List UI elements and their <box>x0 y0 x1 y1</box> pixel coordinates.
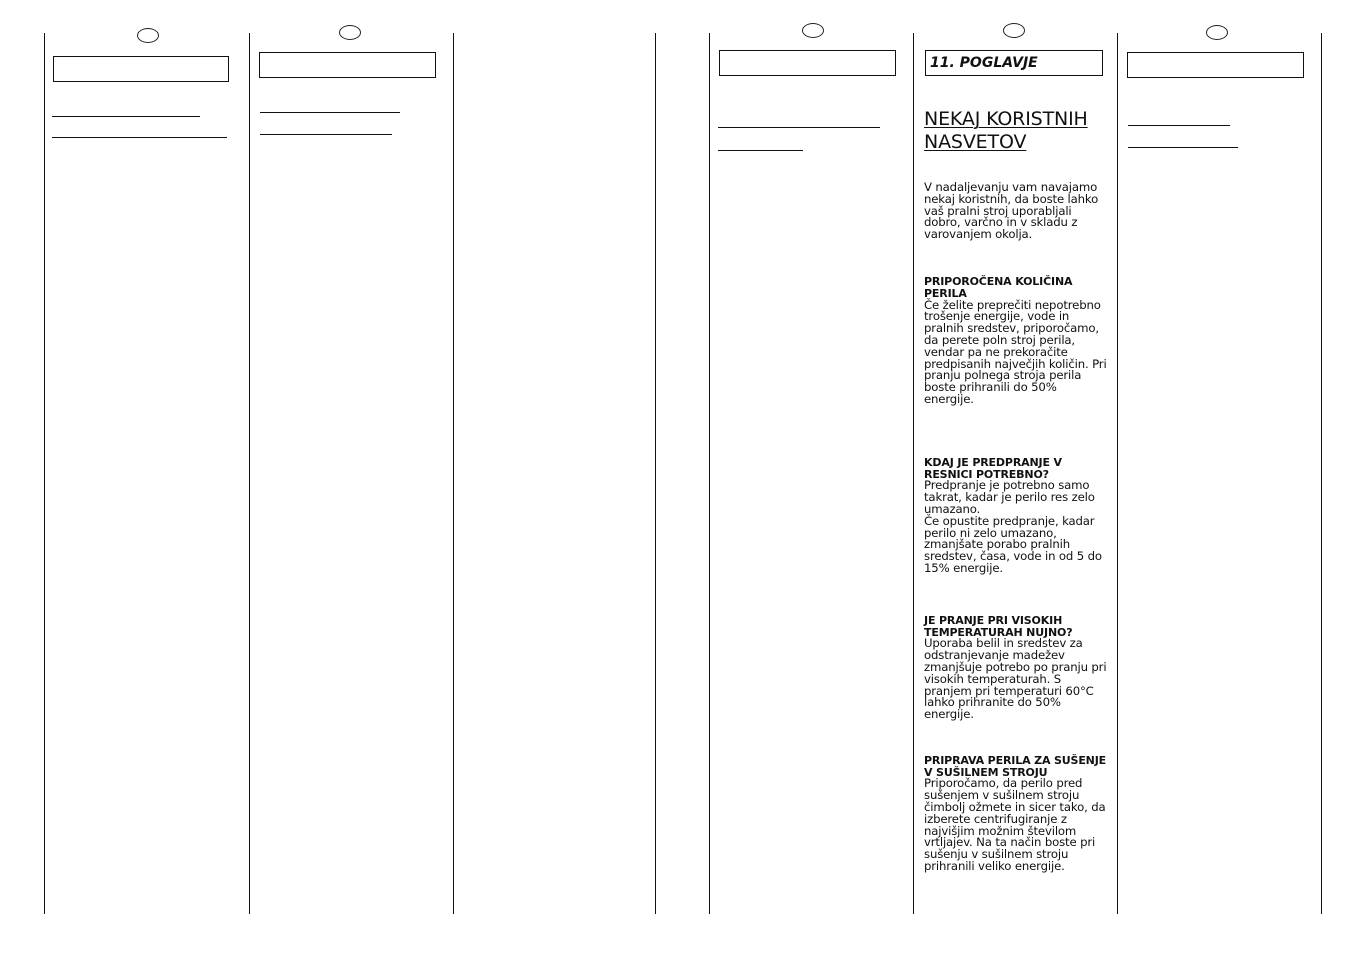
language-badge-oval <box>1206 25 1228 40</box>
column-divider <box>453 33 454 914</box>
chapter-header-box <box>259 52 436 78</box>
intro-paragraph: V nadaljevanju vam navajamo nekaj koristnih, da boste lahko vaš pralni stroj uporabljali dobro, varčno in v skladu z varovanjem okolja. <box>924 180 1099 242</box>
language-badge-oval <box>1003 23 1025 38</box>
column-divider <box>655 33 656 914</box>
section-body: Uporaba belil in sredstev za odstranjevanje madežev zmanjšuje potrebo po pranju pri visokih temperaturah. S pranjem pri temperaturi 60°C lahko prihranite do 50% energije. <box>924 636 1107 722</box>
section-body: Če želite preprečiti nepotrebno trošenje energije, vode in pralnih sredstev, priporočamo, da perete poln stroj perila, vendar pa ne prekoračite predpisanih največjih količin. Pri pranju polnega stroja perila boste prihranili do 50% energije. <box>924 297 1107 406</box>
column-divider <box>913 33 914 914</box>
section-title: PRIPOROČENA KOLIČINA PERILA <box>924 274 1073 300</box>
tip-section <box>924 457 1110 575</box>
tip-section <box>924 755 1110 873</box>
language-badge-oval <box>137 28 159 43</box>
heading-underline <box>52 116 200 117</box>
column-divider <box>44 33 45 914</box>
section-title: PRIPRAVA PERILA ZA SUŠENJE V SUŠILNEM STROJU <box>924 753 1107 779</box>
column-divider <box>709 33 710 914</box>
language-badge-oval <box>339 25 361 40</box>
chapter-label: 11. POGLAVJE <box>930 55 1038 71</box>
tip-section <box>924 276 1110 406</box>
page-heading <box>924 108 1110 154</box>
heading-underline <box>260 134 392 135</box>
chapter-header-box <box>1127 52 1304 78</box>
column-divider <box>1117 33 1118 914</box>
section-body: Če opustite predpranje, kadar perilo ni zelo umazano, zmanjšate porabo pralnih sredstev, časa, vode in od 5 do 15% energije. <box>924 513 1102 575</box>
section-title: JE PRANJE PRI VISOKIH TEMPERATURAH NUJNO? <box>924 613 1073 639</box>
chapter-header-box <box>925 50 1103 76</box>
heading-underline <box>718 150 803 151</box>
section-body: Priporočamo, da perilo pred sušenjem v sušilnem stroju čimbolj ožmete in sicer tako, da izberete centrifugiranje z najvišjim možnim številom vrtljajev. Na ta način boste pri sušenju v sušilnem stroju prihranili veliko energije. <box>924 776 1106 874</box>
language-badge-oval <box>802 23 824 38</box>
heading-underline <box>1128 147 1238 148</box>
heading-underline <box>260 112 400 113</box>
heading-underline <box>718 127 880 128</box>
tips-content <box>924 108 1110 873</box>
heading-line: NASVETOV <box>924 131 1027 153</box>
chapter-header-box <box>719 50 896 76</box>
heading-line: NEKAJ KORISTNIH <box>924 108 1088 130</box>
column-divider <box>1321 33 1322 914</box>
heading-underline <box>52 137 227 138</box>
column-divider <box>249 33 250 914</box>
heading-underline <box>1128 125 1230 126</box>
section-title: KDAJ JE PREDPRANJE V RESNICI POTREBNO? <box>924 455 1062 481</box>
chapter-header-box <box>53 56 229 82</box>
section-body: Predpranje je potrebno samo takrat, kadar je perilo res zelo umazano. <box>924 478 1095 516</box>
tip-section <box>924 615 1110 721</box>
